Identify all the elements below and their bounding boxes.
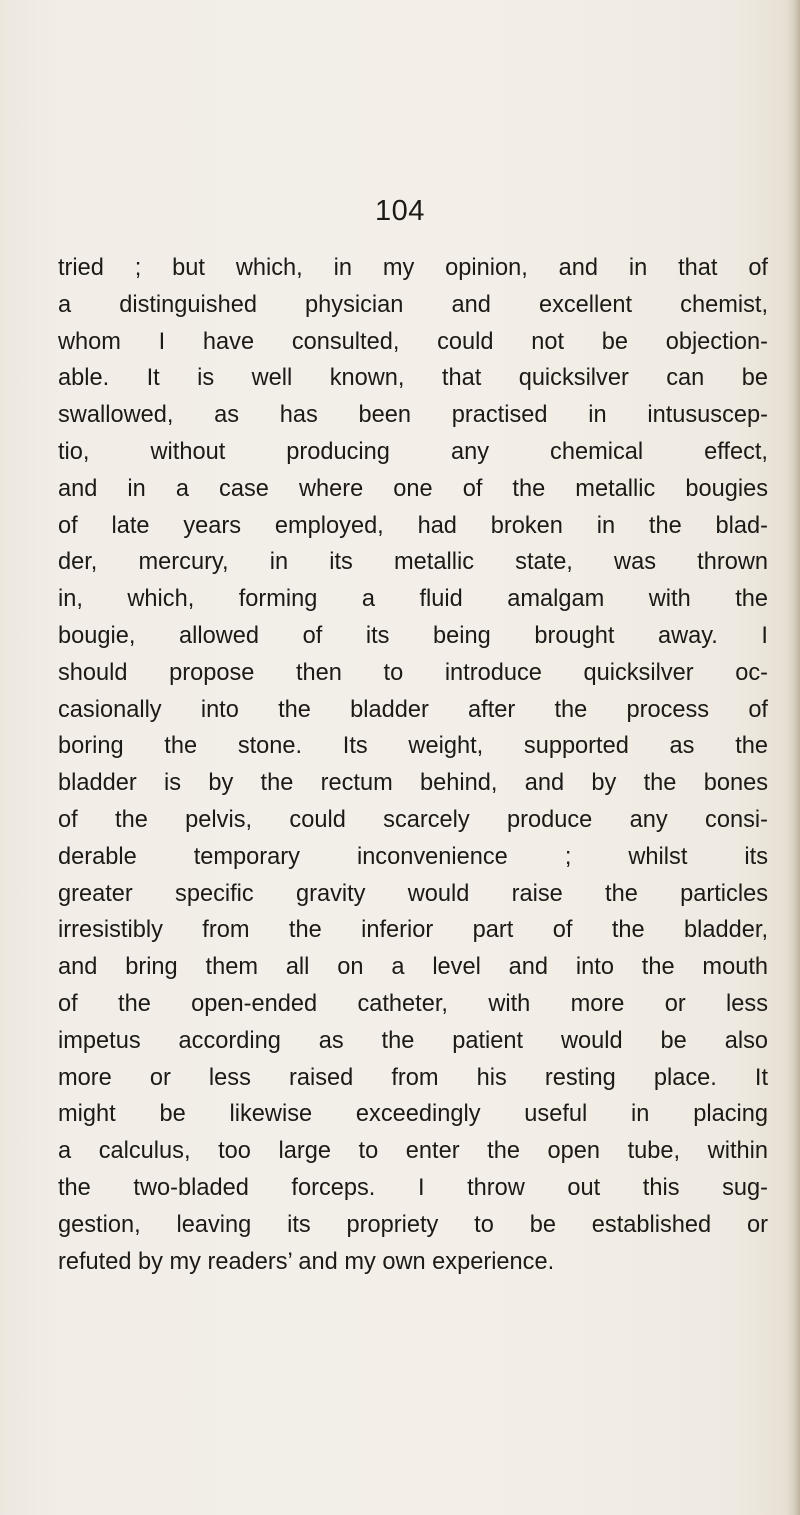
text-line: impetus according as the patient would be also bbox=[58, 1027, 768, 1054]
text-line: should propose then to introduce quicksilver oc- bbox=[58, 659, 768, 686]
text-line: able. It is well known, that quicksilver can be bbox=[58, 365, 768, 392]
text-line: tried ; but which, in my opinion, and in that of bbox=[58, 255, 768, 281]
text-line: der, mercury, in its metallic state, was thrown bbox=[58, 549, 768, 576]
text-line: of the pelvis, could scarcely produce any consi- bbox=[58, 806, 768, 833]
text-line: refuted by my readers’ and my own experience. bbox=[58, 1248, 555, 1275]
text-line: might be likewise exceedingly useful in placing bbox=[58, 1101, 768, 1128]
text-line: and bring them all on a level and into the mouth bbox=[58, 954, 768, 981]
text-line: of the open-ended catheter, with more or less bbox=[58, 990, 768, 1017]
text-line: swallowed, as has been practised in intususcep- bbox=[58, 402, 768, 429]
text-line: the two-bladed forceps. I throw out this sug- bbox=[58, 1174, 768, 1201]
text-line: and in a case where one of the metallic bougies bbox=[58, 475, 768, 502]
text-line: irresistibly from the inferior part of the bladder, bbox=[58, 917, 768, 944]
text-line: more or less raised from his resting place. It bbox=[58, 1064, 768, 1091]
text-line: casionally into the bladder after the process of bbox=[58, 696, 768, 723]
text-line: bladder is by the rectum behind, and by the bones bbox=[58, 770, 768, 797]
text-line: tio, without producing any chemical effect, bbox=[58, 438, 768, 465]
body-text bbox=[58, 250, 768, 1280]
text-line: bougie, allowed of its being brought away. I bbox=[58, 622, 768, 649]
text-line: greater specific gravity would raise the particles bbox=[58, 880, 768, 907]
text-line: boring the stone. Its weight, supported as the bbox=[58, 733, 768, 760]
text-line: whom I have consulted, could not be objection- bbox=[58, 328, 768, 355]
text-line: a calculus, too large to enter the open tube, within bbox=[58, 1138, 768, 1165]
text-line: of late years employed, had broken in the blad- bbox=[58, 512, 768, 539]
text-line: gestion, leaving its propriety to be established or bbox=[58, 1211, 768, 1238]
page-number: 104 bbox=[375, 195, 425, 227]
text-line: derable temporary inconvenience ; whilst its bbox=[58, 843, 768, 870]
text-line: a distinguished physician and excellent chemist, bbox=[58, 291, 768, 318]
text-line: in, which, forming a fluid amalgam with the bbox=[58, 586, 768, 613]
